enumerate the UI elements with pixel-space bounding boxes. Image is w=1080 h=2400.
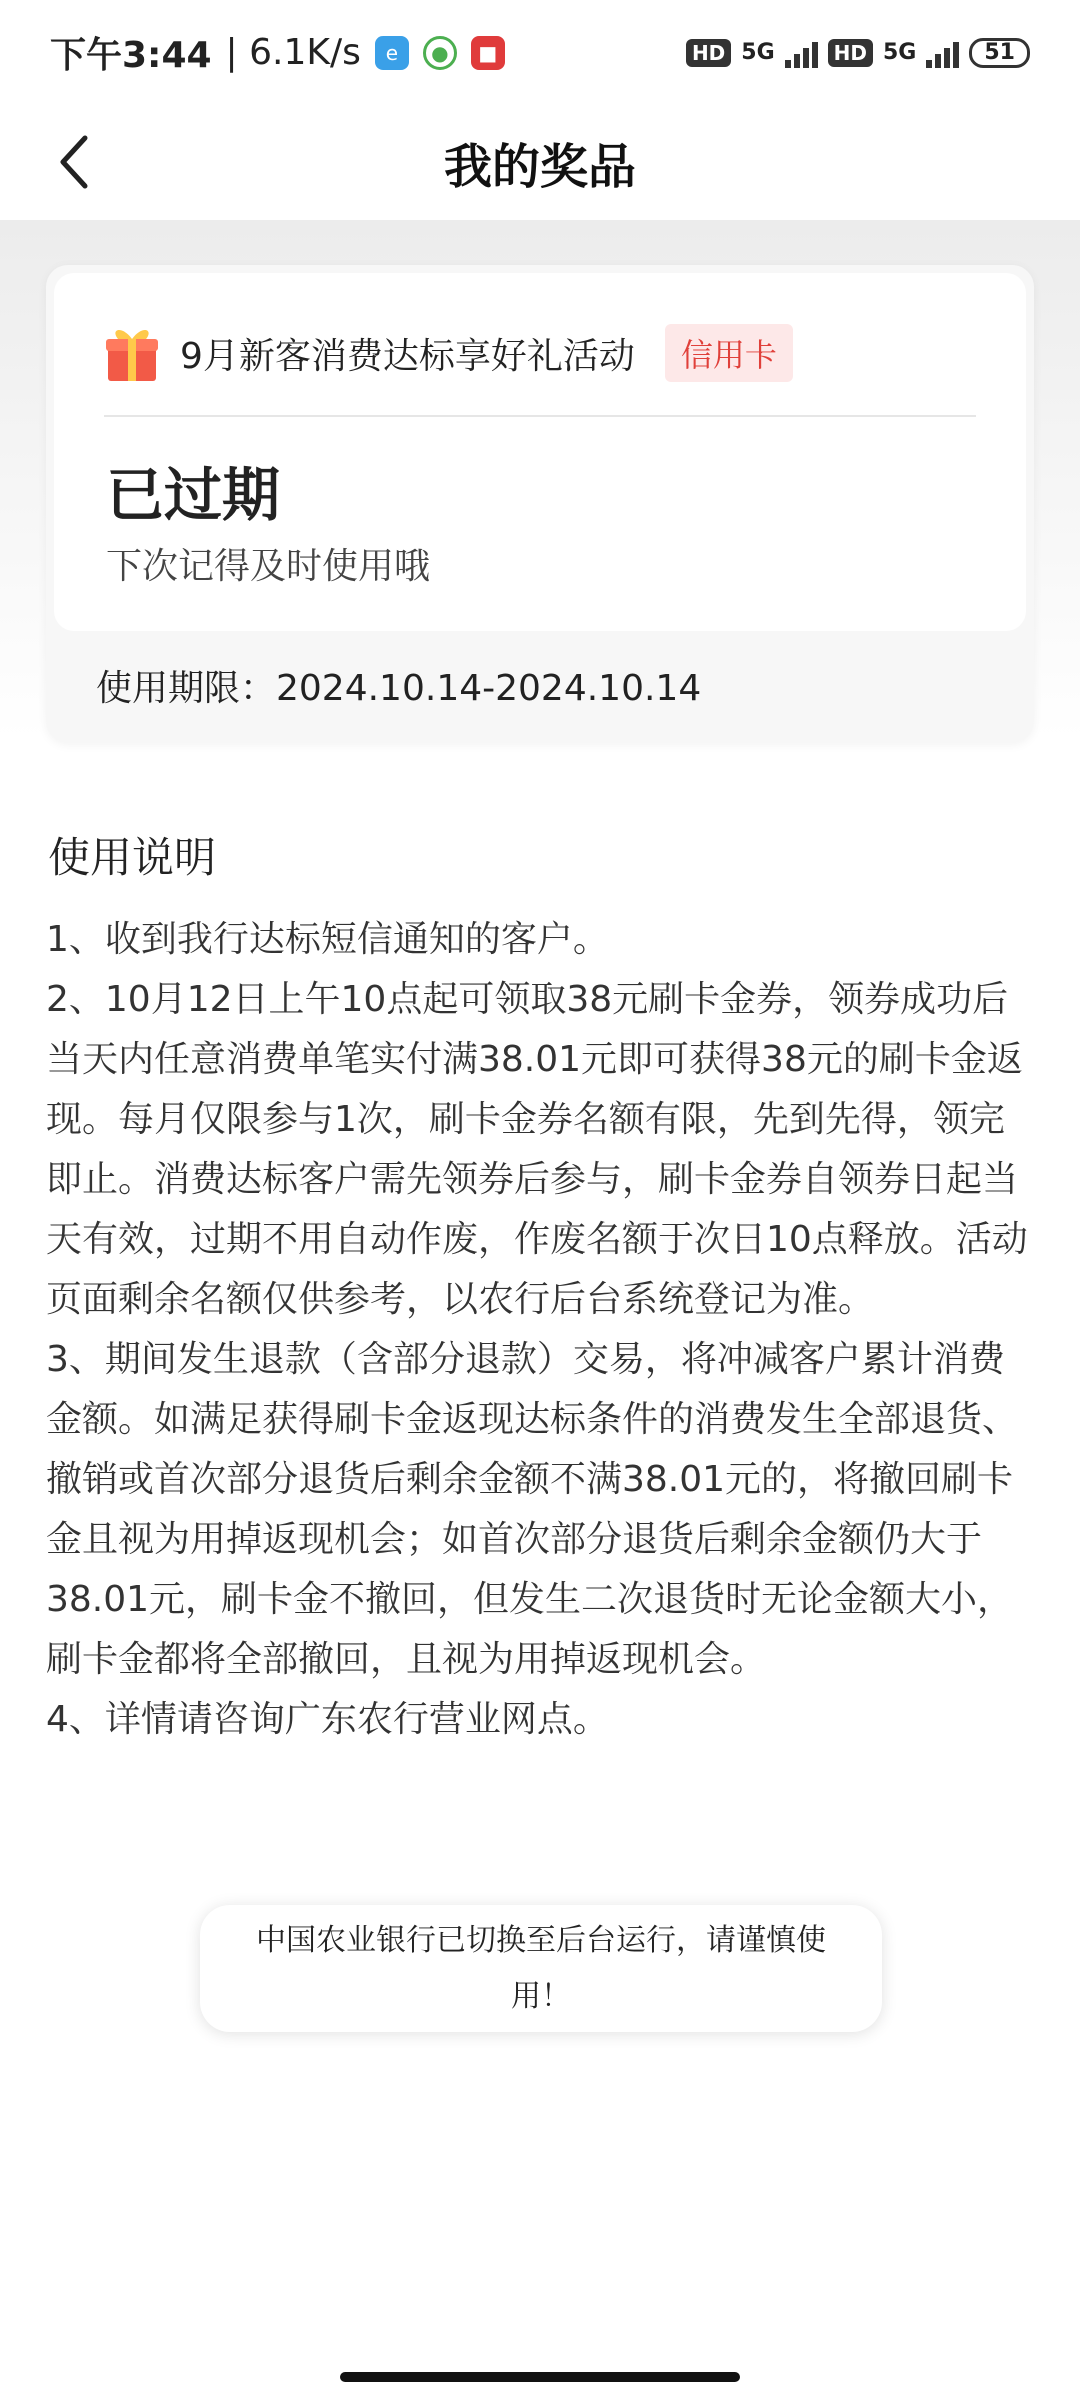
instructions-title: 使用说明 (48, 833, 217, 882)
credit-card-tag: 信用卡 (665, 324, 793, 382)
divider (104, 415, 976, 417)
hd-icon: HD (828, 39, 873, 67)
page-title: 我的奖品 (443, 139, 636, 195)
hd-icon: HD (686, 39, 731, 67)
app-notification-icon: e (375, 36, 409, 70)
back-button[interactable] (40, 127, 110, 197)
status-right (686, 38, 1030, 68)
prize-card[interactable] (46, 265, 1034, 743)
instructions-list (46, 910, 1036, 1750)
prize-status: 已过期 (106, 461, 281, 529)
prize-status-hint: 下次记得及时使用哦 (106, 546, 431, 587)
network-type-label: 5G (741, 40, 775, 65)
chevron-left-icon (55, 132, 95, 192)
instruction-item: 3、期间发生退款（含部分退款）交易，将冲减客户累计消费金额。如满足获得刷卡金返现达标条件的消费发生全部退货、撤销或首次部分退货后剩余金额不满38.01元的，将撤回刷卡金且视为用掉返现机会；如首次部分退货后剩余金额仍大于38.01元，刷卡金不撤回，但发生二次退货时无论金额大小，刷卡金都将全部撤回，且视为用掉返现机会。 (46, 1339, 1019, 1680)
prize-card-header (104, 323, 793, 383)
validity-period: 使用期限：2024.10.14-2024.10.14 (96, 668, 702, 709)
gift-icon (104, 323, 160, 383)
network-speed: | 6.1K/s (225, 32, 361, 73)
activity-name: 9月新客消费达标享好礼活动 (180, 335, 635, 377)
battery-icon: 51 (969, 38, 1030, 68)
prize-card-body (54, 273, 1026, 631)
app-notification-icon: ■ (471, 36, 505, 70)
status-left (50, 27, 505, 78)
nav-bar (0, 105, 1080, 220)
background-warning-toast (200, 1905, 882, 2032)
signal-icon (926, 38, 959, 68)
instruction-item: 1、收到我行达标短信通知的客户。 (46, 919, 609, 960)
toast-message: 中国农业银行已切换至后台运行，请谨慎使用！ (256, 1922, 826, 2014)
instruction-item: 2、10月12日上午10点起可领取38元刷卡金券，领券成功后当天内任意消费单笔实付满38.01元即可获得38元的刷卡金返现。每月仅限参与1次，刷卡金券名额有限，先到先得，领完即止。消费达标客户需先领券后参与，刷卡金券自领券日起当天有效，过期不用自动作废，作废名额于次日10点释放。活动页面剩余名额仅供参考，以农行后台系统登记为准。 (46, 979, 1028, 1320)
home-indicator[interactable] (340, 2372, 740, 2382)
instruction-item: 4、详情请咨询广东农行营业网点。 (46, 1699, 609, 1740)
status-time: 下午3:44 (50, 35, 212, 76)
signal-icon (785, 38, 818, 68)
status-bar (0, 0, 1080, 105)
app-notification-icon: ● (423, 36, 457, 70)
network-type-label: 5G (883, 40, 917, 65)
